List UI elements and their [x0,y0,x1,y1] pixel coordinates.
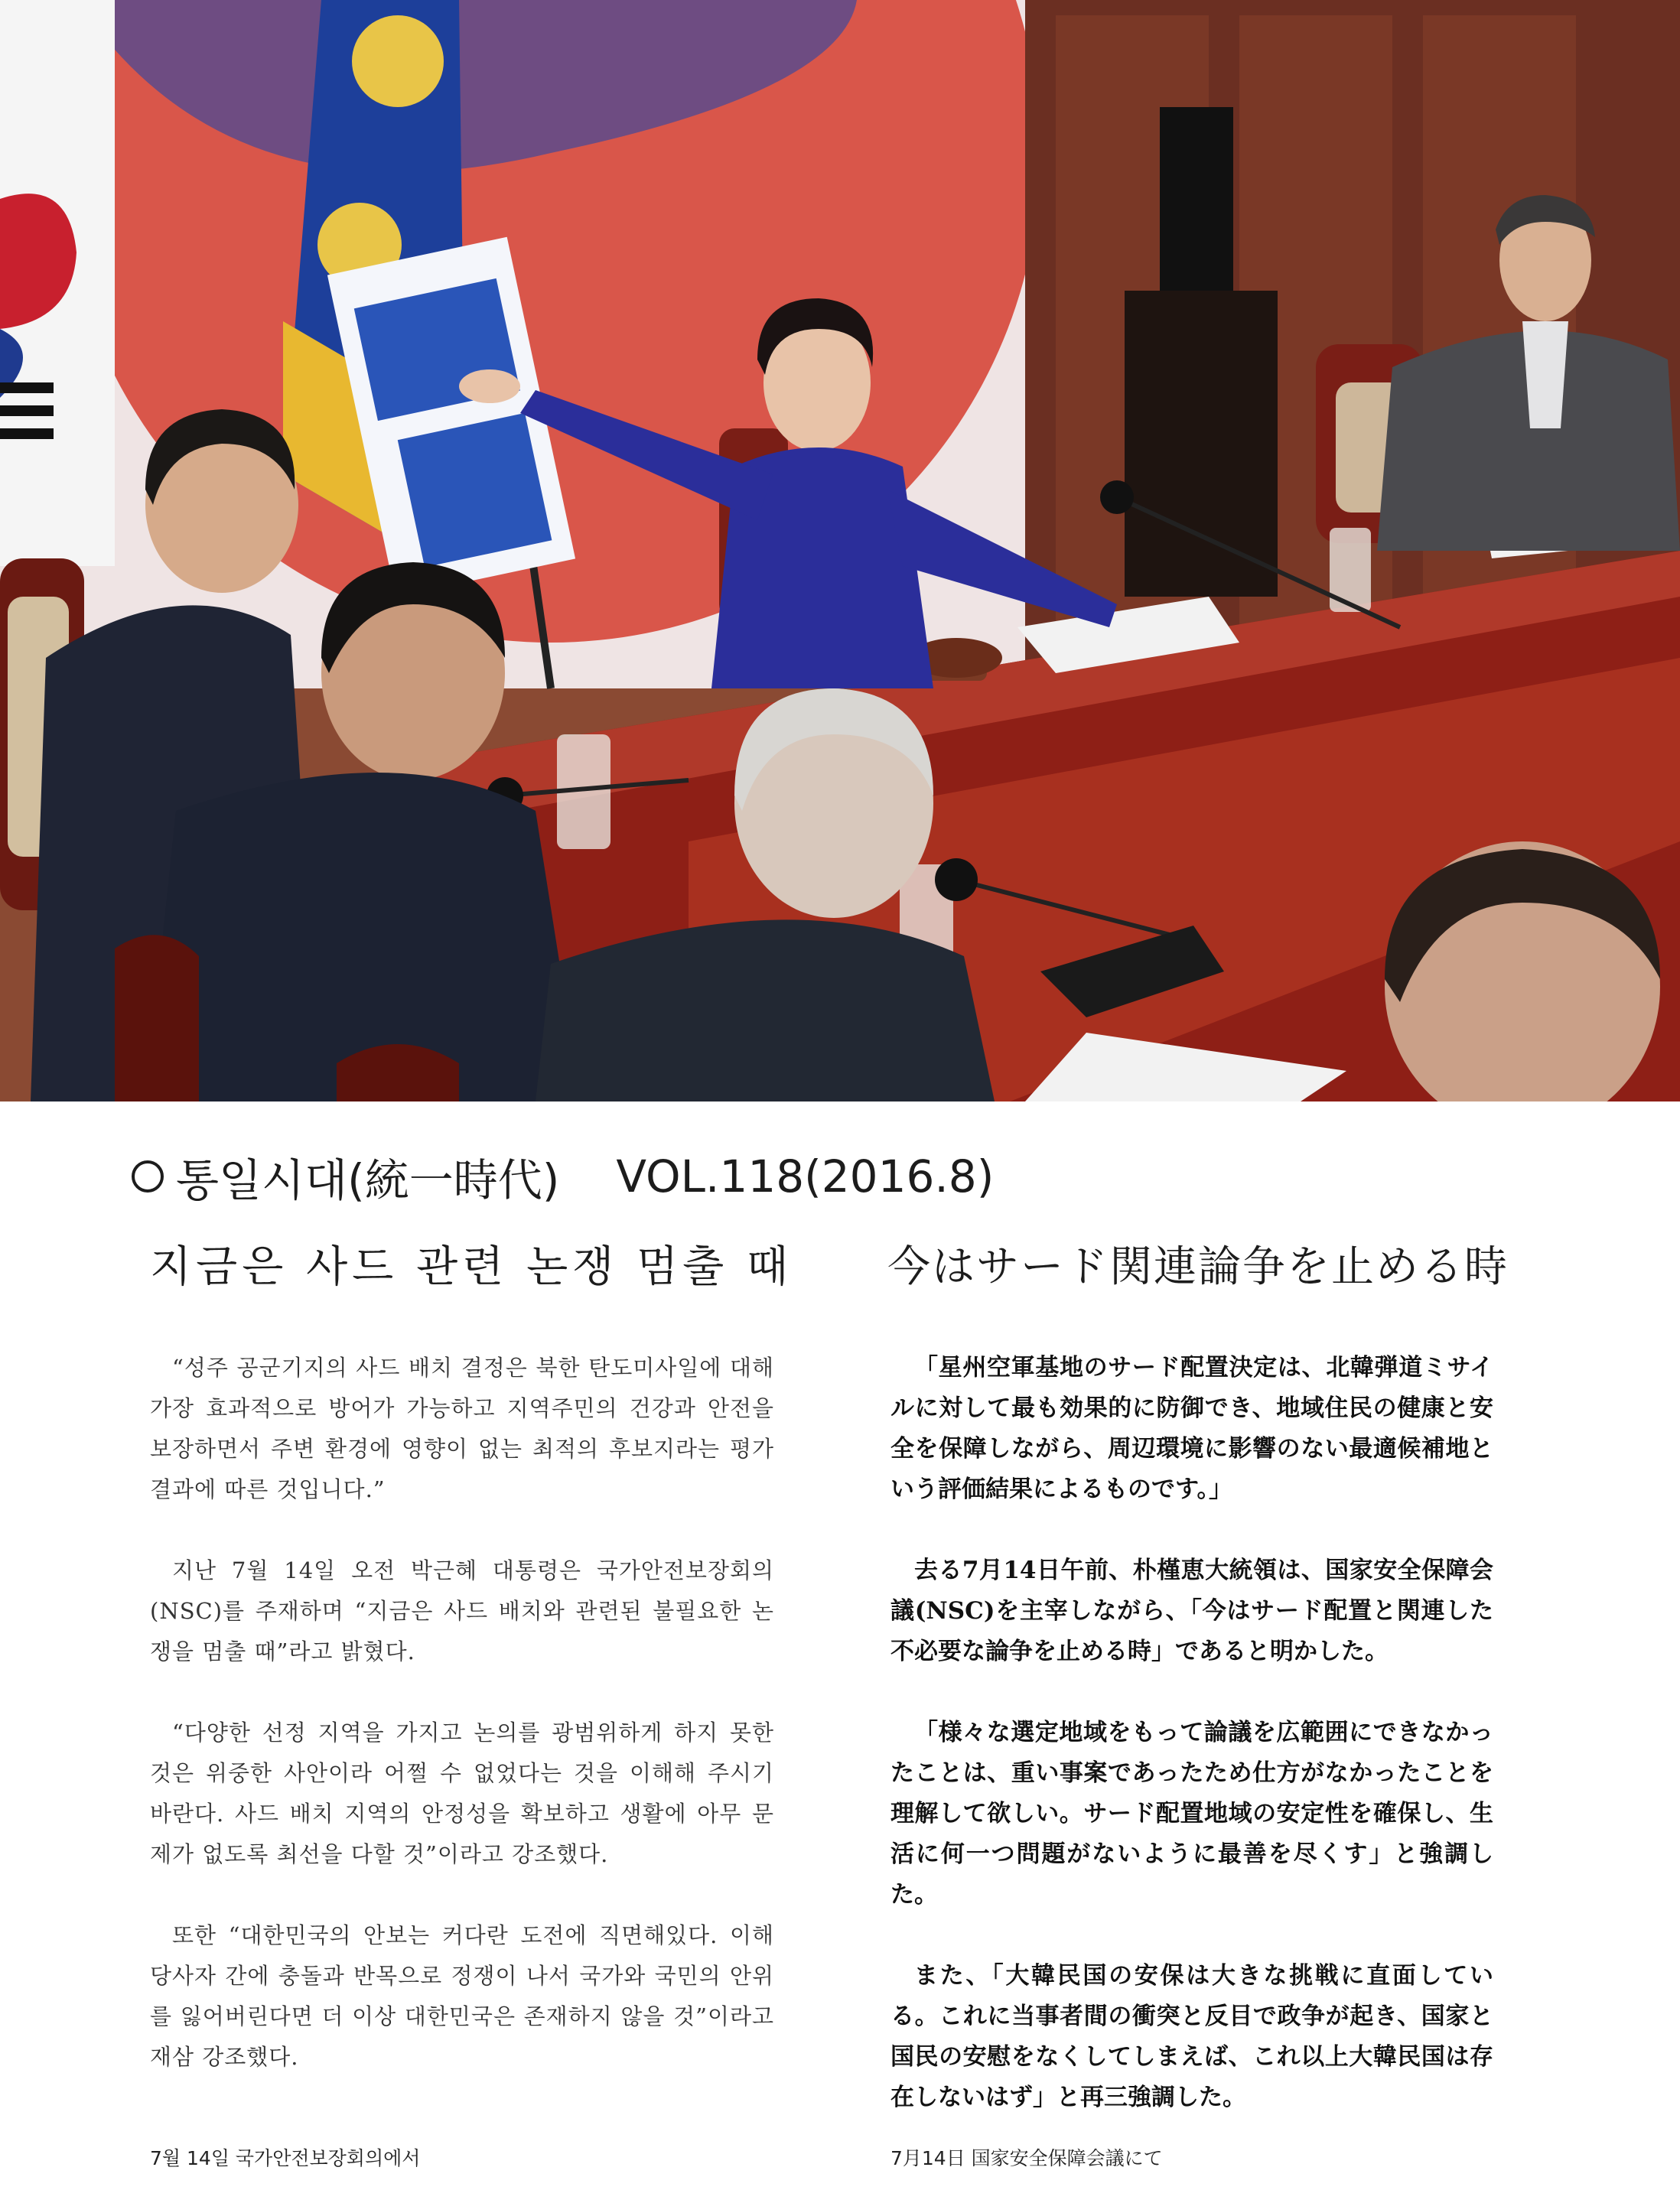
paragraph: 去る7月14日午前、朴槿恵大統領は、国家安全保障会議(NSC)を主宰しながら、「今はサード配置と関連した不必要な論争を止める時」であると明かした。 [890,1557,1493,1665]
publication-title: 통일시대(統一時代) [176,1154,560,1206]
paragraph: 「星州空軍基地のサード配置決定は、北韓弾道ミサイルに対して最も効果的に防御でき、地域住民の健康と安全を保障しながら、周辺環境に影響のない最適候補地という評価結果によるものです。」 [890,1354,1493,1503]
masthead [132,1146,994,1207]
paragraph: “다양한 선정 지역을 가지고 논의를 광범위하게 하지 못한 것은 위중한 사안이라 어쩔 수 없었다는 것을 이해해 주시기 바란다. 사드 배치 지역의 안정성을 확보하고 생활에 아무 문제가 없도록 최선을 다할 것”이라고 강조했다. [150,1720,774,1867]
paragraph: 지난 7월 14일 오전 박근혜 대통령은 국가안전보장회의(NSC)를 주재하며 “지금은 사드 배치와 관련된 불필요한 논쟁을 멈출 때”라고 밝혔다. [150,1557,774,1664]
paragraph: 「様々な選定地域をもって論議を広範囲にできなかったことは、重い事案であったため仕方がなかったことを理解して欲しい。サード配置地域の安定性を確保し、生活に何一つ問題がないように最善を尽くす」と強調した。 [890,1719,1493,1909]
headline-japanese: 今はサード関連論争を止める時 [887,1242,1509,1292]
photo-caption-japanese: 7月14日 国家安全保障会議にて [890,2147,1163,2169]
circle-icon [132,1160,164,1193]
volume-label: VOL.118(2016.8) [616,1150,995,1202]
paragraph: また、「大韓民国の安保は大きな挑戦に直面している。これに当事者間の衝突と反目で政争が起き、国家と国民の安慰をなくしてしまえば、これ以上大韓民国は存在しないはず」と再三強調した。 [890,1962,1493,2111]
paragraph: “성주 공군기지의 사드 배치 결정은 북한 탄도미사일에 대해 가장 효과적으로 방어가 가능하고 지역주민의 건강과 안전을 보장하면서 주변 환경에 영향이 없는 최적의 후보지라는 평가 결과에 따른 것입니다.” [150,1355,774,1502]
headline-korean: 지금은 사드 관련 논쟁 멈출 때 [150,1242,793,1292]
paragraph: 또한 “대한민국의 안보는 커다란 도전에 직면해있다. 이해 당사자 간에 충돌과 반목으로 정쟁이 나서 국가와 국민의 안위를 잃어버린다면 더 이상 대한민국은 존재하지 않을 것”이라고 재삼 강조했다. [150,1922,774,2070]
korean-article [150,1348,774,2118]
photo-caption-korean: 7월 14일 국가안전보장회의에서 [150,2147,421,2169]
japanese-article [890,1348,1493,2159]
